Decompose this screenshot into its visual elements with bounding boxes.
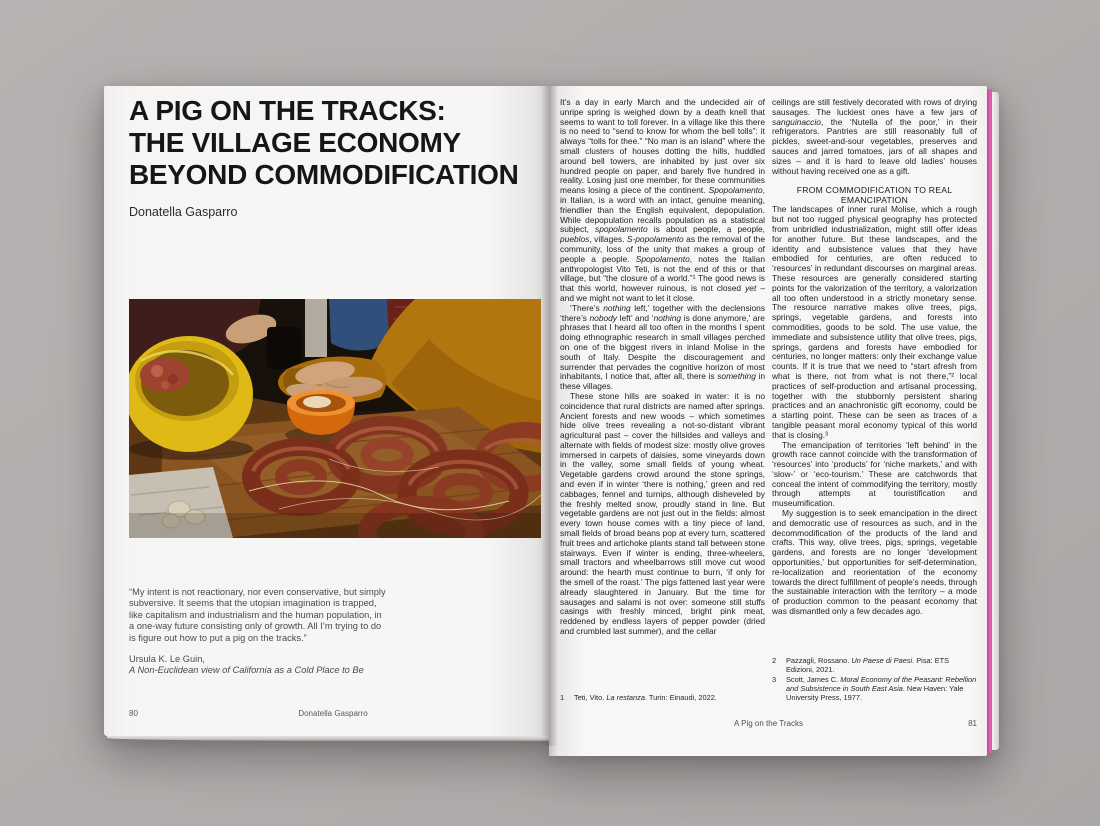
page-block-edge: [992, 92, 999, 750]
quote-author: Ursula K. Le Guin,: [129, 654, 205, 665]
page-number-right: 81: [968, 719, 977, 728]
section-heading: FROM COMMODIFICATION TO REAL EMANCIPATION: [796, 185, 953, 206]
footnote-text: Pazzagli, Rossano. Un Paese di Paesi. Pisa: ETS Edizioni, 2021.: [786, 656, 950, 675]
right-page: [549, 86, 987, 756]
left-page-footer: [129, 709, 537, 719]
running-title-right: A Pig on the Tracks: [734, 719, 803, 728]
footnote: [772, 657, 977, 675]
author-name: Donatella Gasparro: [129, 205, 238, 219]
text-column-2: [772, 98, 977, 704]
body-paragraph: ceilings are still festively decorated with rows of drying sausages. The luckiest ones have a few jars of sanguinaccio, the ‘Nutella of the poor,’ in their refrigerators. Pantries are still reasonably full of pickles, sweet-and-sour vegetables, preserves and sauces and jarred tomatoes, jars of all shapes and sizes – and it is hard to leave old ladies’ houses without having received one as a gift.: [772, 98, 977, 176]
footnote-number: 3: [772, 675, 777, 685]
title-line: A PIG ON THE TRACKS:: [129, 95, 446, 126]
column-1-footnotes: [560, 693, 765, 704]
pull-quote: [129, 587, 389, 677]
column-1-body: [560, 98, 765, 637]
column-2-body: [772, 98, 977, 617]
body-paragraph: My suggestion is to seek emancipation in the direct and democratic use of resources as such, and in the decommodification of the products of the land and crafts. This way, olive trees, pigs, springs, vegetable gardens, and forests are no longer ‘development opportunities,’ but opportunities for self-determination, re-localization and reorientation of the economy towards the direct fulfillment of people’s needs, through the sustainable interaction with the territory – a mode of production common to the peasant economy that was dismantled only a few decades ago.: [772, 508, 977, 617]
open-book: [104, 86, 999, 756]
footnote: [772, 676, 977, 703]
article-title: [129, 95, 543, 191]
title-line: THE VILLAGE ECONOMY: [129, 127, 461, 158]
quote-source: A Non-Euclidean view of California as a Cold Place to Be: [129, 665, 364, 676]
footnote-text: Teti, Vito. La restanza. Turin: Einaudi, 2022.: [574, 693, 717, 703]
photo-illustration: [129, 299, 541, 538]
footnote-number: 2: [772, 656, 777, 666]
footnote: [560, 694, 765, 703]
title-line: BEYOND COMMODIFICATION: [129, 159, 519, 190]
left-page: [104, 86, 549, 736]
text-column-1: [560, 98, 765, 704]
right-page-footer: [560, 719, 977, 729]
body-paragraph: The landscapes of inner rural Molise, which a rough but not too rugged physical geography has protected from unbridled industrialization, might still offer ideas for another future. But these landscapes, and the identity and subsistence values that they have embodied for centuries, are often reduced to ‘resources’ in redundant discourses on marginal areas. These resources are generally considered starting points for the valorization of the territory, a valorization all too often understood in a strictly monetary sense. The resource narrative makes olive trees, pigs, springs, vegetable gardens, and forests into commodities, goods to be sold. The use value, the immediate and subsistence utility that olive trees, pigs, springs, gardens and forests have embodied for centuries, no longer matters: only their exchange value counts. If it is true that we need to “start afresh from what is there, not from what is not there,”² local practices of self-production and artisanal processing, together with the stubbornly persistent sharing practices and an anachronistic gift economy, could be a starting point. These can be seen as traces of a tangible peasant moral economy typical of this world that is closing.³: [772, 204, 977, 440]
running-title-left: Donatella Gasparro: [298, 709, 368, 718]
body-paragraph: These stone hills are soaked in water: it is no coincidence that rural districts are named after springs. Ancient forests and new woods – which sometimes hide olive trees revealing a not-so-distant vibrant agricultural past – cover the hillsides and valleys and alternate with fields of modest size: mostly olive groves immersed in carpets of daisies, some vineyards down in the valley, some small fields of young wheat. Vegetable gardens crowd around the stone springs, and even if in winter ‘there is nothing,’ green and red cabbages, fennel and turnips, although disheveled by the freshly melted snow, proudly stand in line. But vegetable gardens are not just out in the fields: almost every town house comes with a tiny piece of land, small fields of broad beans pop at every turn, scattered fruit trees and artichoke plants stand tall between stone stairways. Even if winter is ending, three-wheelers, small tractors and wheelbarrows still move cut wood around: the hearth must continue to burn, ‘if only for the smell of the roast.’ The pigs fattened last year were already slaughtered in January. But the time for sausages and salami is not over: someone still stuffs casings with freshly minced, bright pink meat, reddened by endless layers of pepper powder (dried and crumbled last summer), and the cellar: [560, 390, 765, 637]
footnote-text: Scott, James C. Moral Economy of the Peasant: Rebellion and Subsistence in South East Asia. New Haven: Yale University Press, 1977.: [786, 675, 977, 703]
footnote-number: 1: [560, 693, 565, 703]
quote-text: “My intent is not reactionary, nor even conservative, but simply subversive. It seems that the utopian imagination is trapped, like capitalism and industrialism and the human population, in a one-way future consisting only of growth. All I’m trying to do is figure out how to put a pig on the tracks.”: [129, 587, 386, 643]
body-paragraph: The emancipation of territories ‘left behind’ in the growth race cannot coincide with the transformation of ‘resources’ into ‘products’ for ‘niche markets,’ and with ‘slow-’ or ‘eco-tourism.’ These are catchwords that conceal the intent of commodifying the territory, mostly through attempts at touristification and museumification.: [772, 439, 977, 509]
body-columns: [560, 98, 977, 704]
page-number-left: 80: [129, 709, 138, 718]
body-paragraph: ‘There’s nothing left,’ together with the declensions ‘there’s nobody left’ and ‘nothing is done anymore,’ are phrases that I heard all too often in the months I spent doing ethnographic research in small villages perched on one of the biggest rivers in inland Molise in the south of Italy. Despite the discouragement and surrender that pervades the cognitive horizon of most inhabitants, I notice that, after all, there is something in these villages.: [560, 302, 765, 392]
article-photo-sausage-making: [129, 299, 541, 538]
body-paragraph: It’s a day in early March and the undecided air of unripe spring is weighed down by a death knell that seems to want to toll forever. In a village like this there is no need to “send to know for whom the bell tolls”: it always “tolls for thee.” “No man is an island” where the small clusters of houses dotting the hills, huddled around bell towers, are inhabited by just over six hundred people on paper, and barely five hundred in reality. Losing just one member, for these communities means losing a piece of the continent. Spopolamento, in Italian, is a word with an intact, genuine meaning, friendlier than the English equivalent, depopulation. While depopulation recalls population as a statistical subject, spopolamento is about people, a people, pueblos, villages. S-popolamento as the removal of the community, loss of the unity that makes a group of people a people. Spopolamento, notes the Italian anthropologist Vito Teti, is not the end of this or that village, but “the closure of a world.”¹ The good news is that this world, however ruinous, is not closed yet – and we might not want to let it close.: [560, 98, 765, 303]
column-2-footnotes: [772, 656, 977, 704]
